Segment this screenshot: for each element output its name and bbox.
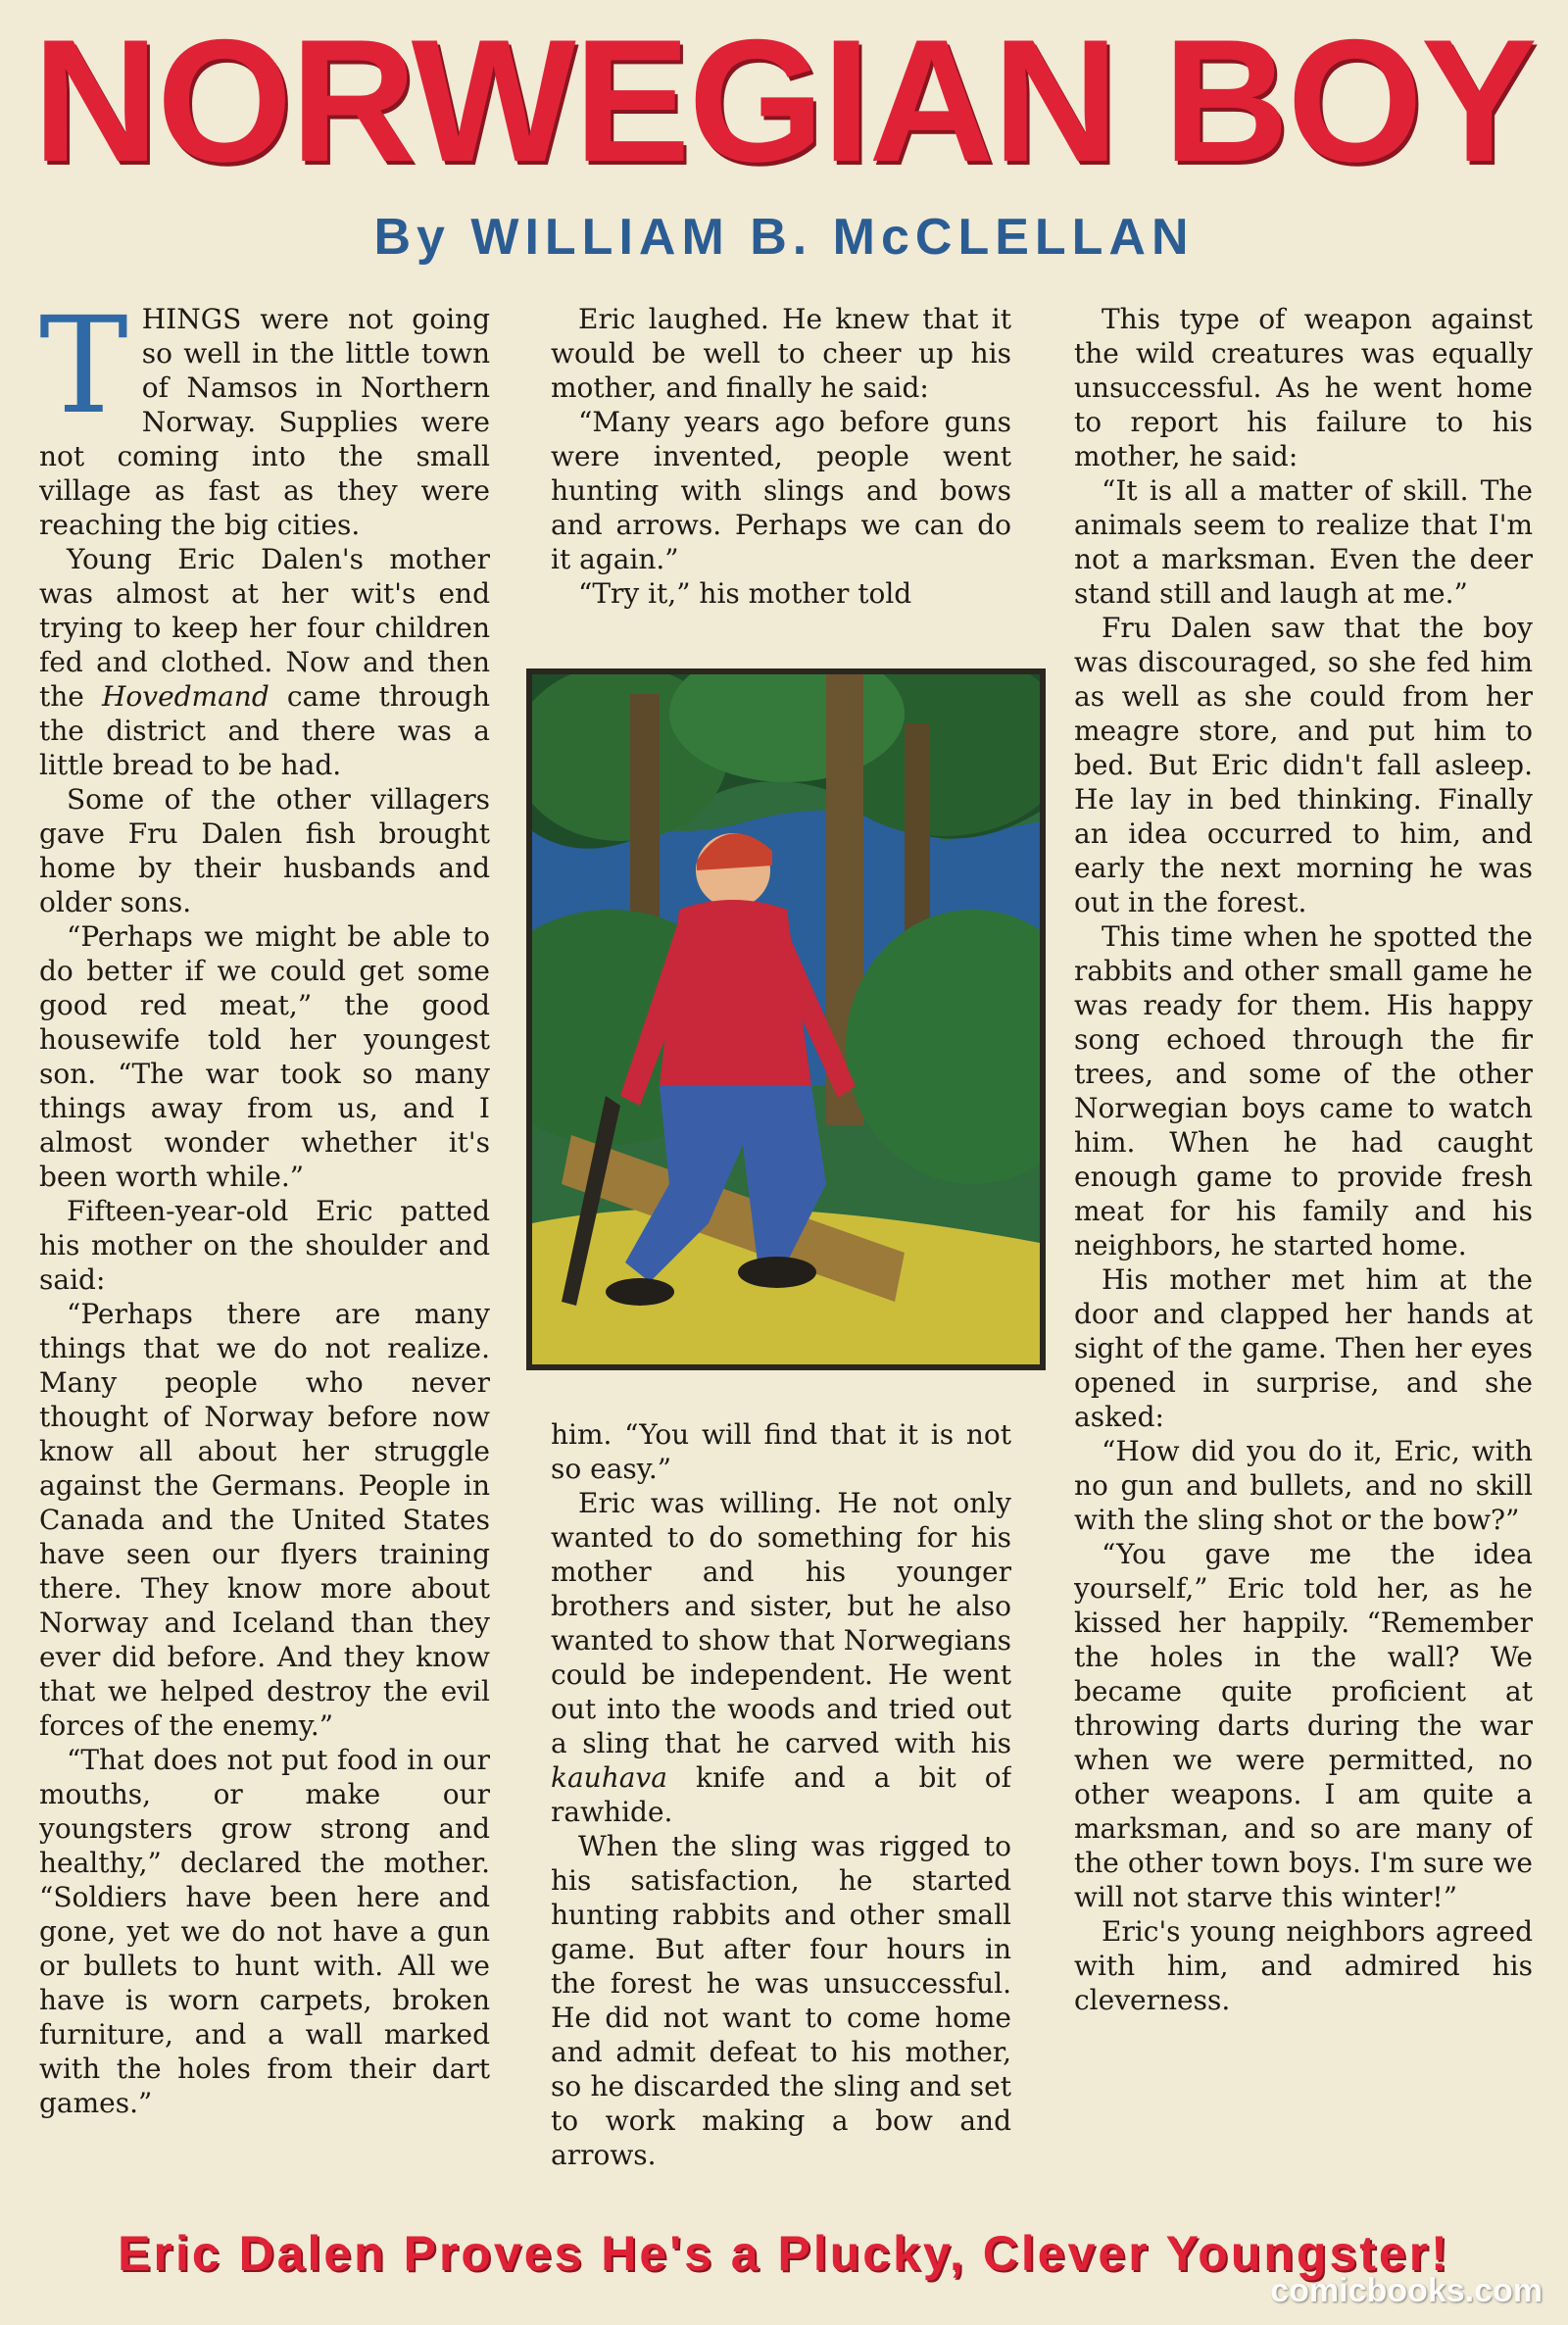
paragraph: him. “You will find that it is not so easy.” [551,1418,1011,1485]
paragraph: This time when he spotted the rabbits and other small game he was ready for them. His happy song echoed through the fir trees, and some of the other Norwegian boys came to watch him. When he had caught enough game to provide fresh meat for his family and his neighbors, he started home. [1074,920,1533,1261]
paragraph: “Many years ago before guns were invented, people went hunting with slings and bows and arrows. Perhaps we can do it again.” [551,406,1011,575]
paragraph: Eric was willing. He not only wanted to do something for his mother and his younger brothers and sister, but he also wanted to show that Norwegians could be independent. He went out into the woods and tried out a sling that he carved with his kauhava knife and a bit of rawhide. [551,1487,1011,1828]
paragraph: “Perhaps there are many things that we do not realize. Many people who never thought of Norway before now know all about her struggle against the Germans. People in Canada and the United States have seen our flyers training there. They know more about Norway and Iceland than they ever did before. And they know that we helped destroy the evil forces of the enemy.” [39,1298,490,1742]
drop-cap: T [39,302,128,444]
paragraph: “It is all a matter of skill. The animals seem to realize that I'm not a marksman. Even the deer stand still and laugh at me.” [1074,474,1533,610]
paragraph: “Perhaps we might be able to do better if we could get some good red meat,” the good housewife told her youngest son. “The war took so many things away from us, and I almost wonder whether it's been worth while.” [39,920,490,1193]
paragraph: This type of weapon against the wild creatures was equally unsuccessful. As he went home to report his failure to his mother, he said: [1074,303,1533,472]
paragraph: His mother met him at the door and clapped her hands at sight of the game. Then her eyes opened in surprise, and she asked: [1074,1263,1533,1433]
author-byline: By WILLIAM B. McCLELLAN [373,209,1195,266]
paragraph: Fru Dalen saw that the boy was discouraged, so she fed him as well as she could from her meagre store, and put him to bed. But Eric didn't fall asleep. He lay in bed thinking. Finally an idea occurred to him, and early the next morning he was out in the forest. [1074,612,1533,918]
paragraph: “That does not put food in our mouths, or make our youngsters grow strong and healthy,” declared the mother. “Soldiers have been here and gone, yet we do not have a gun or bullets to hunt with. All we have is worn carpets, broken furniture, and a wall marked with the holes from their dart games.” [39,1744,490,2119]
boy-in-forest-illustration [532,674,1040,1364]
story-title: NORWEGIAN BOY [32,2,1536,198]
story-illustration [526,668,1046,1370]
paragraph: “You gave me the idea yourself,” Eric told her, as he kissed her happily. “Remember the holes in the wall? We became quite proficient at throwing darts during the war when we were permitted, no other weapons. I am quite a marksman, and so are many of the other town boys. I'm sure we will not starve this winter!” [1074,1538,1533,1913]
paragraph: Some of the other villagers gave Fru Dalen fish brought home by their husbands and older sons. [39,783,490,918]
italic-term: kauhava [551,1761,667,1794]
paragraph: “How did you do it, Eric, with no gun and bullets, and no skill with the sling shot or the bow?” [1074,1435,1533,1536]
paragraph: Eric's young neighbors agreed with him, and admired his cleverness. [1074,1915,1533,2016]
paragraph: Young Eric Dalen's mother was almost at her wit's end trying to keep her four children fed and clothed. Now and then the Hovedmand came through the district and there was a little bread to be had. [39,543,490,781]
paragraph: When the sling was rigged to his satisfaction, he started hunting rabbits and other small game. But after four hours in the forest he was unsuccessful. He did not want to come home and admit defeat to his mother, so he discarded the sling and set to work making a bow and arrows. [551,1830,1011,2171]
italic-term: Hovedmand [101,680,270,713]
site-watermark: comicbooks.com [1270,2272,1543,2309]
text-column-2-bottom [551,1417,1011,2221]
paragraph: THINGS were not going so well in the little town of Namsos in Northern Norway. Supplies were not coming into the small village as fast as they were reaching the big cities. [39,302,490,541]
story-tagline: Eric Dalen Proves He's a Plucky, Clever Youngster! [118,2226,1450,2281]
paragraph: “Try it,” his mother told [578,577,912,610]
text-column-3 [1074,302,1533,2223]
text-column-2-top [551,302,1011,660]
paragraph: Fifteen-year-old Eric patted his mother on the shoulder and said: [39,1195,490,1296]
paragraph: Eric laughed. He knew that it would be well to cheer up his mother, and finally he said: [551,303,1011,404]
text-column-1 [39,302,490,2223]
